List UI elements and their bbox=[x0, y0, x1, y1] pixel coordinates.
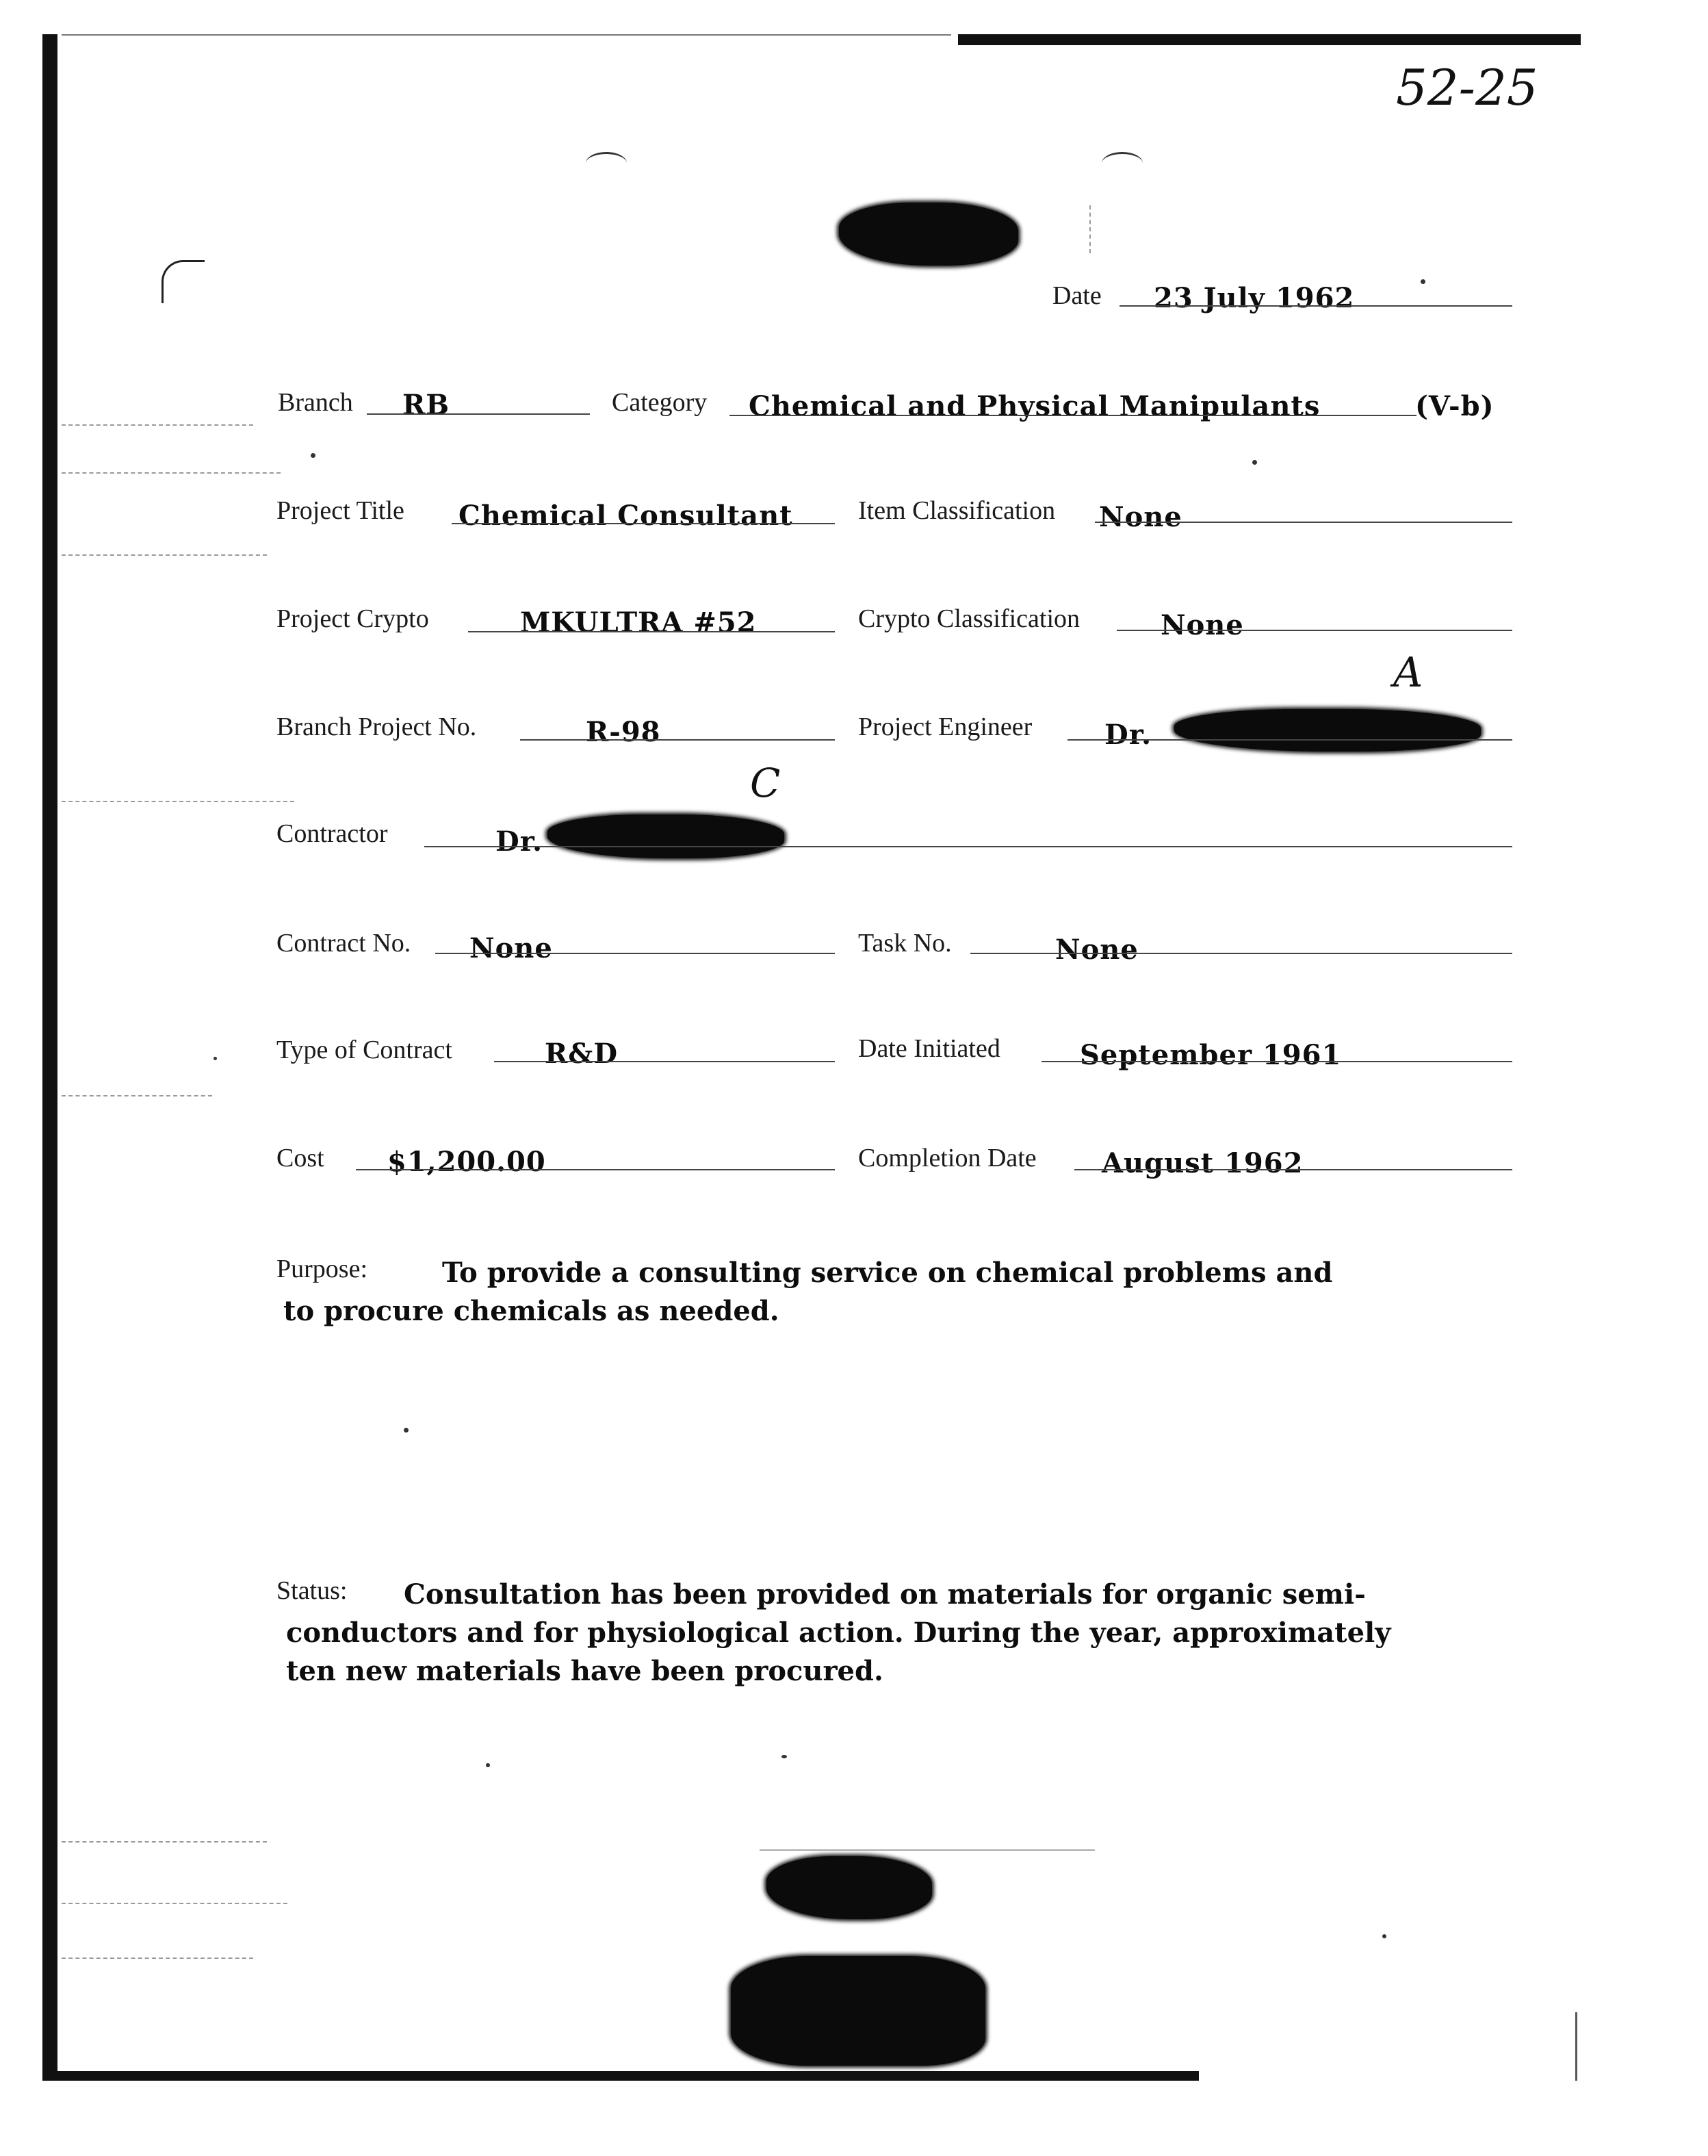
task-no-rule bbox=[970, 953, 1512, 954]
margin-faint-line bbox=[62, 1095, 212, 1096]
branch-project-rule bbox=[520, 739, 835, 741]
contractor-label: Contractor bbox=[276, 819, 388, 848]
project-title-label: Project Title bbox=[276, 496, 404, 525]
category-code: (V-b) bbox=[1415, 390, 1494, 422]
cost-label: Cost bbox=[276, 1144, 324, 1172]
status-label: Status: bbox=[276, 1576, 348, 1605]
redaction-top bbox=[839, 203, 1018, 266]
branch-label: Branch bbox=[278, 388, 353, 417]
project-title-value: Chemical Consultant bbox=[458, 500, 793, 532]
margin-faint-line bbox=[62, 801, 294, 802]
scan-speck bbox=[781, 1755, 787, 1758]
date-initiated-value: September 1961 bbox=[1080, 1039, 1342, 1071]
contract-no-value: None bbox=[469, 932, 553, 964]
item-classification-rule bbox=[1095, 522, 1512, 523]
completion-date-label: Completion Date bbox=[858, 1144, 1037, 1172]
top-scan-edge bbox=[958, 34, 1581, 45]
scan-speck bbox=[486, 1763, 490, 1767]
project-crypto-label: Project Crypto bbox=[276, 604, 429, 633]
margin-faint-line bbox=[62, 1841, 267, 1843]
handwritten-page-ref: 52-25 bbox=[1396, 59, 1538, 116]
cost-value: $1,200.00 bbox=[387, 1146, 546, 1178]
date-rule bbox=[1120, 305, 1512, 307]
date-initiated-label: Date Initiated bbox=[858, 1034, 1000, 1063]
contract-no-label: Contract No. bbox=[276, 929, 411, 958]
redaction-contractor bbox=[547, 814, 784, 858]
right-scan-edge bbox=[1575, 2012, 1577, 2081]
project-crypto-value: MKULTRA #52 bbox=[520, 606, 757, 639]
cost-rule bbox=[356, 1169, 835, 1170]
type-contract-rule bbox=[494, 1061, 835, 1062]
redaction-bottom-1 bbox=[766, 1856, 932, 1919]
task-no-value: None bbox=[1055, 934, 1139, 966]
type-contract-label: Type of Contract bbox=[276, 1036, 452, 1064]
branch-rule bbox=[367, 413, 590, 415]
scan-arc-mark bbox=[161, 260, 205, 303]
redaction-engineer bbox=[1174, 709, 1481, 752]
project-title-rule bbox=[452, 523, 835, 524]
scan-speck bbox=[1421, 279, 1425, 284]
completion-date-rule bbox=[1074, 1169, 1512, 1170]
branch-value: RB bbox=[402, 389, 450, 421]
item-classification-label: Item Classification bbox=[858, 496, 1056, 525]
handwritten-mark-a: A bbox=[1393, 649, 1423, 697]
redaction-bottom-2 bbox=[731, 1956, 985, 2066]
project-engineer-label: Project Engineer bbox=[858, 713, 1033, 741]
status-text: Consultation has been provided on materials for organic semi-conductors and for physiological action. During the year, approximately ten new materials have been procured. bbox=[286, 1578, 1391, 1687]
type-contract-value: R&D bbox=[545, 1038, 619, 1070]
scan-vertical-mark bbox=[1089, 205, 1091, 253]
scan-speck bbox=[311, 453, 315, 458]
purpose-label: Purpose: bbox=[276, 1255, 367, 1283]
category-rule bbox=[729, 415, 1416, 416]
date-value: 23 July 1962 bbox=[1154, 282, 1355, 314]
handwritten-mark-c: C bbox=[750, 760, 781, 806]
crypto-classification-value: None bbox=[1161, 609, 1244, 641]
contract-no-rule bbox=[435, 953, 835, 954]
branch-project-label: Branch Project No. bbox=[276, 713, 477, 741]
margin-faint-line bbox=[62, 424, 253, 426]
purpose-text: To provide a consulting service on chemical problems and to procure chemicals as needed. bbox=[283, 1257, 1333, 1327]
scan-speck bbox=[404, 1428, 409, 1433]
branch-project-value: R-98 bbox=[586, 716, 661, 748]
date-label: Date bbox=[1052, 281, 1102, 310]
completion-date-value: August 1962 bbox=[1102, 1147, 1304, 1179]
category-value: Chemical and Physical Manipulants bbox=[749, 390, 1321, 422]
item-classification-value: None bbox=[1099, 501, 1182, 533]
bottom-scan-edge bbox=[42, 2071, 1199, 2081]
contractor-rule bbox=[424, 846, 1512, 847]
margin-faint-line bbox=[62, 472, 281, 474]
left-scan-edge bbox=[42, 34, 57, 2081]
date-initiated-rule bbox=[1041, 1061, 1512, 1062]
scan-speck bbox=[1252, 460, 1257, 465]
project-crypto-rule bbox=[468, 631, 835, 632]
category-label: Category bbox=[612, 388, 708, 417]
margin-faint-line bbox=[62, 1958, 253, 1959]
contractor-value: Dr. bbox=[495, 825, 543, 858]
crypto-classification-label: Crypto Classification bbox=[858, 604, 1081, 633]
project-engineer-rule bbox=[1068, 739, 1512, 741]
margin-faint-line bbox=[62, 1903, 287, 1904]
scan-faint-line bbox=[760, 1849, 1095, 1851]
scan-speck bbox=[214, 1057, 217, 1060]
crypto-classification-rule bbox=[1117, 630, 1512, 631]
task-no-label: Task No. bbox=[858, 929, 952, 958]
scan-speck bbox=[1382, 1934, 1386, 1938]
scan-arc-mark bbox=[1102, 152, 1143, 175]
scan-arc-mark bbox=[586, 152, 627, 175]
margin-faint-line bbox=[62, 554, 267, 556]
project-engineer-value: Dr. bbox=[1104, 719, 1152, 751]
top-faint-line bbox=[62, 34, 951, 36]
